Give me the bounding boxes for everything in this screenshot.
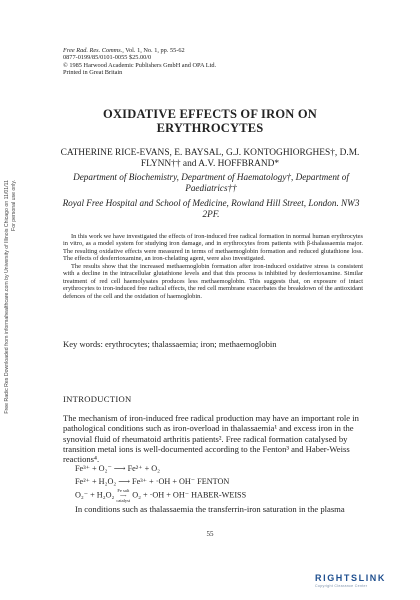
affiliation-line-2: Paediatrics†† <box>185 183 237 193</box>
section-heading: INTRODUCTION <box>63 394 132 404</box>
institution-line-1: Royal Free Hospital and School of Medicine, Rowland Hill Street, London. NW3 <box>62 198 360 208</box>
abstract-paragraph-2: The results show that the increased methaemoglobin formation after iron-induced oxidative stress is consistent with a decline in the intracellular glutathione levels and that this process is inhibited by desferrioxamine. Similar treatment of red cell haemolysates produces less methaemoglobin. This suggests that, on exposure of intact erythrocytes to iron-induced free radical effects, the red cell membrane exacerbates the breakdown of the antioxidant defences of the cell and the oxidation of haemoglobin. <box>63 262 363 300</box>
page-number: 55 <box>206 530 214 538</box>
institution-affiliation <box>52 198 370 220</box>
department-affiliation <box>52 172 370 194</box>
printed-line: Printed in Great Britain <box>63 69 123 77</box>
authors-line-1: CATHERINE RICE-EVANS, E. BAYSAL, G.J. KONTOGHIORGHES†, D.M. <box>60 148 360 158</box>
rightslink-tagline: Copyright Clearance Center <box>315 584 368 588</box>
article-title <box>40 107 380 135</box>
keywords: Key words: erythrocytes; thalassaemia; iron; methaemoglobin <box>63 339 277 349</box>
title-line-1: OXIDATIVE EFFECTS OF IRON ON <box>103 107 317 121</box>
download-watermark <box>2 180 24 440</box>
intro-paragraph: The mechanism of iron-induced free radical production may have an important role in pathological conditions such as iron-overload in thalassaemia¹ and excess iron in the synovial fluid of rheumatoid arthritis patients². Free radical formation catalysed by transition metal ions is well-documented according to the Fenton³ and Haber-Weiss reactions⁴. <box>63 413 359 465</box>
personal-use-note: For personal use only. <box>11 180 17 231</box>
reaction-arrow-catalyst: Fe salt ⟶ catalyst <box>116 488 131 503</box>
title-line-2: ERYTHROCYTES <box>156 121 264 135</box>
reaction-equations <box>75 463 246 503</box>
article-code: 0877-0199/85/0101-0055 $25.00/0 <box>63 54 152 62</box>
catalyst-label-top: Fe salt <box>117 488 130 493</box>
abstract-paragraph-1: In this work we have investigated the effects of iron-induced free radical formation in normal human erythrocytes in vitro, as a model system for studying iron damage, and in erythrocytes from patients with β-thalassaemia major. The resulting oxidative effects were measured in terms of methaemoglobin formation and reduced glutathione loss. The effects of desferrioxamine, an iron-chelating agent, were also investigated. <box>63 233 363 263</box>
rightslink-wordmark: RIGHTSLINK <box>315 573 386 583</box>
equation-haber-weiss <box>75 488 246 503</box>
journal-citation <box>63 47 216 54</box>
equation-haber-weiss-reactants: O₂⁻ + H₂O₂ <box>75 490 115 500</box>
equation-haber-weiss-products: O₂ + ·OH + OH⁻ HABER-WEISS <box>132 490 247 500</box>
institution-line-2: 2PF. <box>202 209 220 219</box>
equation-superoxide-reduction: Fe³⁺ + O₂⁻ ⟶ Fe²⁺ + O₂ <box>75 464 161 473</box>
authors-line-2: FLYNN†† and A.V. HOFFBRAND* <box>140 159 280 169</box>
affiliation-line-1: Department of Biochemistry, Department of Haematology†, Department of <box>73 172 349 182</box>
author-list <box>40 148 380 170</box>
rightslink-logo[interactable] <box>315 573 411 593</box>
journal-volume: Vol. 1, No. 1, pp. 55-62 <box>125 47 185 54</box>
download-note: Free Radic Res Downloaded from informahealthcare.com by University of Illinois Chicago on 11/01/11 <box>4 180 10 414</box>
catalyst-label-bottom: catalyst <box>116 498 131 503</box>
journal-name: Free Rad. Res. Comms., <box>63 47 124 54</box>
equation-fenton: Fe²⁺ + H₂O₂ ⟶ Fe³⁺ + ·OH + OH⁻ FENTON <box>75 476 230 486</box>
abstract <box>63 233 363 300</box>
journal-header <box>63 47 216 77</box>
copyright-line: © 1985 Harwood Academic Publishers GmbH and OPA Ltd. <box>63 61 217 69</box>
continuation-text: In conditions such as thalassaemia the transferrin-iron saturation in the plasma <box>75 504 345 514</box>
